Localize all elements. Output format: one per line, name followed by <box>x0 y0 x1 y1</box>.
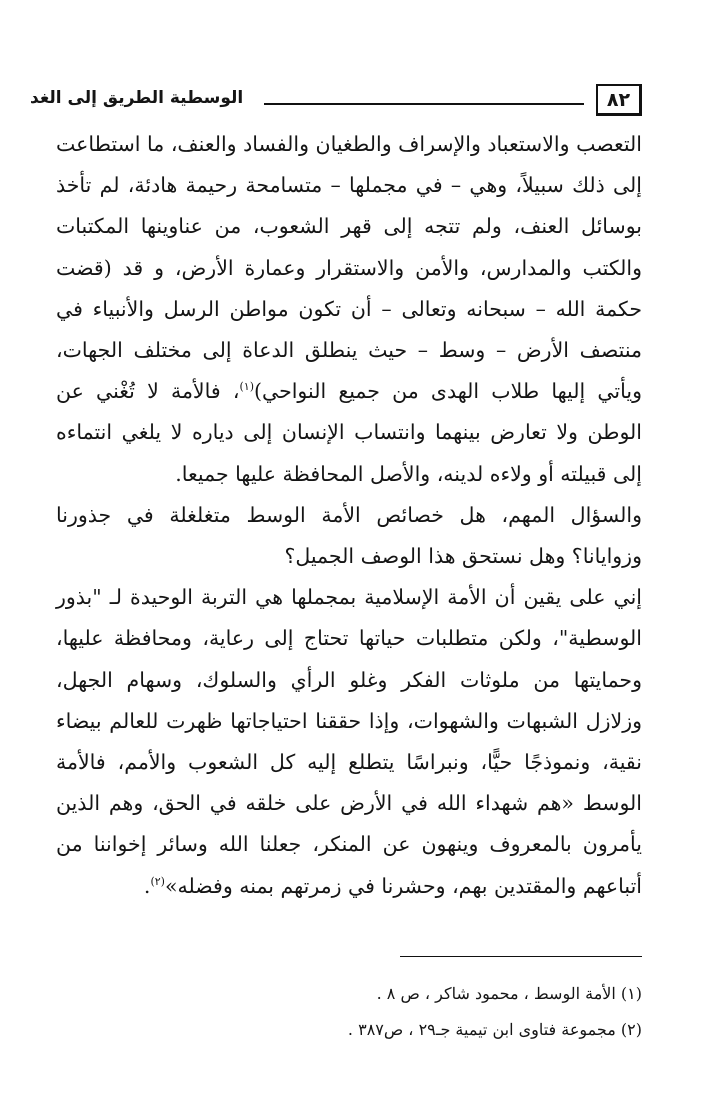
footnote-2: (٢) مجموعة فتاوى ابن تيمية جـ٢٩ ، ص٣٨٧ . <box>347 1020 642 1039</box>
running-title: الوسطية الطريق إلى الغد <box>30 88 244 108</box>
paragraph-3 <box>56 577 642 907</box>
page-header <box>30 84 642 120</box>
body-text <box>56 124 642 907</box>
footnote-1: (١) الأمة الوسط ، محمود شاكر ، ص ٨ . <box>376 984 642 1003</box>
footnote-separator <box>400 956 642 957</box>
page-number <box>596 84 642 116</box>
paragraph-1-text-a: التعصب والاستعباد والإسراف والطغيان والفساد والعنف، ما استطاعت إلى ذلك سبيلاً، وهي – في مجملها – متسامحة رحيمة هادئة، لم تأخذ بوسائل العنف، ولم تتجه إلى قهر الشعوب، من عناوينها المكتبات والكتب والمدارس، والأمن والاستقرار وعمارة الأرض، و قد (قضت حكمة الله – سبحانه وتعالى – أن تكون مواطن الرسل والأنبياء في منتصف الأرض – وسط – حيث ينطلق الدعاة إلى مختلف الجهات، ويأتي إليها طلاب الهدى من جميع النواحي) <box>56 132 642 404</box>
footnote-ref-2[interactable]: (٢) <box>150 874 165 888</box>
footnote-ref-1[interactable]: (١) <box>239 380 254 394</box>
footnotes <box>56 976 642 1048</box>
paragraph-3-text-a: إني على يقين أن الأمة الإسلامية بمجملها هي التربة الوحيدة لـ "بذور الوسطية"، ولكن متطلبات حياتها تحتاج إلى رعاية، ومحافظة عليها، وحمايتها من ملوثات الفكر وغلو الرأي والسلوك، وسهام الجهل، وزلازل الشبهات والشهوات، وإذا حققنا احتياجاتها ظهرت للعالم بيضاء نقية، ونموذجًا حيًّا، ونبراسًا يتطلع إليه كل الشعوب والأمم، فالأمة الوسط «هم شهداء الله في الأرض على خلقه في الحق، وهم الذين يأمرون بالمعروف وينهون عن المنكر، جعلنا الله وسائر إخواننا من أتباعهم والمقتدين بهم، وحشرنا في زمرتهم بمنه وفضله» <box>56 585 642 898</box>
paragraph-1 <box>56 124 642 495</box>
paragraph-3-text-b: . <box>143 873 151 898</box>
header-rule <box>264 103 584 105</box>
page-number-text: ٨٢ <box>606 88 631 111</box>
paragraph-1-text-b: ، فالأمة لا تُغْني عن الوطن ولا تعارض بينهما وانتساب الإنسان إلى دياره لا يلغي انتماءه إلى قبيلته أو ولاءه لدينه، والأصل المحافظة عليها جميعا. <box>56 379 642 486</box>
paragraph-2: والسؤال المهم، هل خصائص الأمة الوسط متغلغلة في جذورنا وزوايانا؟ وهل نستحق هذا الوصف الجميل؟ <box>56 502 642 569</box>
